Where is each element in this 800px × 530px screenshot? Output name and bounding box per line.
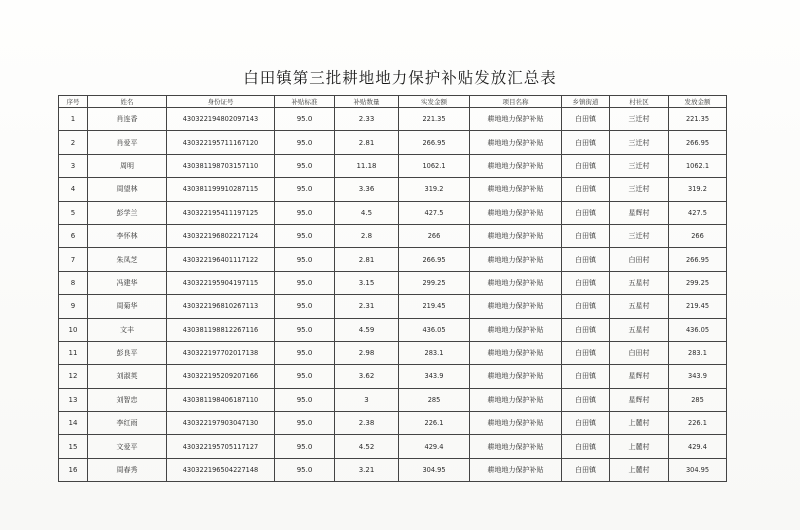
header-col-project: 项目名称 — [470, 96, 562, 108]
table-row — [59, 108, 727, 131]
cell-col-quantity: 3.36 — [335, 178, 399, 201]
cell-col-payout: 221.35 — [669, 108, 727, 131]
cell-col-id-number: 430322197903047130 — [167, 412, 275, 435]
cell-col-id-number: 430322195711167120 — [167, 131, 275, 154]
cell-col-payout: 266.95 — [669, 248, 727, 271]
cell-col-name: 肖爱平 — [88, 131, 167, 154]
cell-col-project: 耕地地力保护补贴 — [470, 224, 562, 247]
cell-col-standard: 95.0 — [275, 248, 335, 271]
header-col-id-number: 身份证号 — [167, 96, 275, 108]
cell-col-village: 五星村 — [610, 318, 669, 341]
cell-col-amount: 304.95 — [399, 458, 470, 481]
header-col-quantity: 补贴数量 — [335, 96, 399, 108]
cell-col-name: 周春秀 — [88, 458, 167, 481]
cell-col-quantity: 3.21 — [335, 458, 399, 481]
cell-col-index: 16 — [59, 458, 88, 481]
header-col-standard: 补贴标准 — [275, 96, 335, 108]
cell-col-town: 白田镇 — [562, 248, 610, 271]
cell-col-town: 白田镇 — [562, 318, 610, 341]
document-title: 白田镇第三批耕地地力保护补贴发放汇总表 — [243, 69, 557, 87]
cell-col-name: 李怀林 — [88, 224, 167, 247]
cell-col-quantity: 4.5 — [335, 201, 399, 224]
cell-col-name: 刘淑英 — [88, 365, 167, 388]
cell-col-town: 白田镇 — [562, 271, 610, 294]
cell-col-id-number: 430322195209207166 — [167, 365, 275, 388]
cell-col-standard: 95.0 — [275, 108, 335, 131]
cell-col-project: 耕地地力保护补贴 — [470, 108, 562, 131]
table-row — [59, 178, 727, 201]
cell-col-amount: 319.2 — [399, 178, 470, 201]
cell-col-project: 耕地地力保护补贴 — [470, 271, 562, 294]
cell-col-town: 白田镇 — [562, 341, 610, 364]
cell-col-town: 白田镇 — [562, 435, 610, 458]
subsidy-table — [58, 95, 727, 482]
cell-col-amount: 219.45 — [399, 295, 470, 318]
cell-col-project: 耕地地力保护补贴 — [470, 341, 562, 364]
cell-col-standard: 95.0 — [275, 412, 335, 435]
cell-col-payout: 343.9 — [669, 365, 727, 388]
cell-col-project: 耕地地力保护补贴 — [470, 435, 562, 458]
table-row — [59, 201, 727, 224]
cell-col-id-number: 430381198812267116 — [167, 318, 275, 341]
cell-col-town: 白田镇 — [562, 131, 610, 154]
cell-col-standard: 95.0 — [275, 388, 335, 411]
cell-col-quantity: 2.38 — [335, 412, 399, 435]
cell-col-name: 李红雨 — [88, 412, 167, 435]
cell-col-standard: 95.0 — [275, 201, 335, 224]
cell-col-village: 白田村 — [610, 248, 669, 271]
cell-col-name: 刘智忠 — [88, 388, 167, 411]
cell-col-village: 星辉村 — [610, 201, 669, 224]
table-row — [59, 248, 727, 271]
cell-col-standard: 95.0 — [275, 365, 335, 388]
cell-col-project: 耕地地力保护补贴 — [470, 201, 562, 224]
cell-col-payout: 266 — [669, 224, 727, 247]
cell-col-amount: 266 — [399, 224, 470, 247]
cell-col-standard: 95.0 — [275, 154, 335, 177]
cell-col-name: 彭学兰 — [88, 201, 167, 224]
table-row — [59, 435, 727, 458]
cell-col-name: 周菊华 — [88, 295, 167, 318]
cell-col-project: 耕地地力保护补贴 — [470, 178, 562, 201]
cell-col-id-number: 430322196810267113 — [167, 295, 275, 318]
cell-col-name: 文丰 — [88, 318, 167, 341]
cell-col-village: 上麓村 — [610, 458, 669, 481]
cell-col-project: 耕地地力保护补贴 — [470, 388, 562, 411]
cell-col-town: 白田镇 — [562, 224, 610, 247]
cell-col-town: 白田镇 — [562, 388, 610, 411]
cell-col-id-number: 430381199910287115 — [167, 178, 275, 201]
cell-col-name: 朱凤芝 — [88, 248, 167, 271]
cell-col-index: 9 — [59, 295, 88, 318]
cell-col-village: 星辉村 — [610, 388, 669, 411]
cell-col-village: 白田村 — [610, 341, 669, 364]
cell-col-quantity: 2.81 — [335, 131, 399, 154]
cell-col-id-number: 430322197702017138 — [167, 341, 275, 364]
cell-col-village: 星辉村 — [610, 365, 669, 388]
cell-col-id-number: 430322195705117127 — [167, 435, 275, 458]
cell-col-amount: 436.05 — [399, 318, 470, 341]
cell-col-index: 6 — [59, 224, 88, 247]
cell-col-quantity: 2.8 — [335, 224, 399, 247]
cell-col-town: 白田镇 — [562, 412, 610, 435]
cell-col-index: 2 — [59, 131, 88, 154]
cell-col-project: 耕地地力保护补贴 — [470, 154, 562, 177]
cell-col-project: 耕地地力保护补贴 — [470, 412, 562, 435]
header-col-index: 序号 — [59, 96, 88, 108]
cell-col-name: 肖连香 — [88, 108, 167, 131]
cell-col-standard: 95.0 — [275, 224, 335, 247]
header-col-village: 村社区 — [610, 96, 669, 108]
cell-col-quantity: 2.31 — [335, 295, 399, 318]
cell-col-town: 白田镇 — [562, 178, 610, 201]
cell-col-payout: 285 — [669, 388, 727, 411]
cell-col-standard: 95.0 — [275, 341, 335, 364]
cell-col-payout: 219.45 — [669, 295, 727, 318]
cell-col-standard: 95.0 — [275, 435, 335, 458]
cell-col-standard: 95.0 — [275, 458, 335, 481]
cell-col-payout: 436.05 — [669, 318, 727, 341]
cell-col-project: 耕地地力保护补贴 — [470, 131, 562, 154]
table-row — [59, 131, 727, 154]
cell-col-village: 五星村 — [610, 271, 669, 294]
cell-col-index: 10 — [59, 318, 88, 341]
cell-col-amount: 427.5 — [399, 201, 470, 224]
cell-col-standard: 95.0 — [275, 131, 335, 154]
cell-col-village: 三迁村 — [610, 178, 669, 201]
cell-col-amount: 299.25 — [399, 271, 470, 294]
cell-col-amount: 429.4 — [399, 435, 470, 458]
cell-col-payout: 429.4 — [669, 435, 727, 458]
cell-col-payout: 304.95 — [669, 458, 727, 481]
cell-col-name: 文爱平 — [88, 435, 167, 458]
cell-col-standard: 95.0 — [275, 295, 335, 318]
cell-col-id-number: 430381198406187110 — [167, 388, 275, 411]
cell-col-project: 耕地地力保护补贴 — [470, 295, 562, 318]
header-col-town: 乡镇街道 — [562, 96, 610, 108]
table-header-row — [59, 96, 727, 108]
cell-col-village: 上麓村 — [610, 435, 669, 458]
cell-col-town: 白田镇 — [562, 154, 610, 177]
header-col-name: 姓名 — [88, 96, 167, 108]
cell-col-index: 1 — [59, 108, 88, 131]
cell-col-project: 耕地地力保护补贴 — [470, 365, 562, 388]
cell-col-id-number: 430322196504227148 — [167, 458, 275, 481]
cell-col-index: 11 — [59, 341, 88, 364]
cell-col-index: 8 — [59, 271, 88, 294]
cell-col-id-number: 430381198703157110 — [167, 154, 275, 177]
cell-col-village: 三迁村 — [610, 154, 669, 177]
cell-col-payout: 427.5 — [669, 201, 727, 224]
cell-col-id-number: 430322195411197125 — [167, 201, 275, 224]
cell-col-name: 冯建华 — [88, 271, 167, 294]
table-row — [59, 271, 727, 294]
cell-col-id-number: 430322195904197115 — [167, 271, 275, 294]
cell-col-name: 周望林 — [88, 178, 167, 201]
cell-col-index: 14 — [59, 412, 88, 435]
cell-col-index: 12 — [59, 365, 88, 388]
cell-col-payout: 299.25 — [669, 271, 727, 294]
table-row — [59, 224, 727, 247]
cell-col-id-number: 430322194802097143 — [167, 108, 275, 131]
cell-col-village: 三迁村 — [610, 224, 669, 247]
cell-col-payout: 283.1 — [669, 341, 727, 364]
cell-col-quantity: 3.15 — [335, 271, 399, 294]
cell-col-quantity: 11.18 — [335, 154, 399, 177]
cell-col-town: 白田镇 — [562, 295, 610, 318]
cell-col-quantity: 2.81 — [335, 248, 399, 271]
cell-col-amount: 343.9 — [399, 365, 470, 388]
table-row — [59, 154, 727, 177]
cell-col-index: 7 — [59, 248, 88, 271]
cell-col-index: 5 — [59, 201, 88, 224]
table-row — [59, 412, 727, 435]
cell-col-village: 三迁村 — [610, 131, 669, 154]
table-row — [59, 318, 727, 341]
cell-col-quantity: 2.33 — [335, 108, 399, 131]
cell-col-project: 耕地地力保护补贴 — [470, 318, 562, 341]
cell-col-payout: 226.1 — [669, 412, 727, 435]
table-row — [59, 295, 727, 318]
header-col-amount: 实发金额 — [399, 96, 470, 108]
cell-col-amount: 266.95 — [399, 131, 470, 154]
cell-col-amount: 285 — [399, 388, 470, 411]
cell-col-project: 耕地地力保护补贴 — [470, 458, 562, 481]
table-row — [59, 341, 727, 364]
cell-col-standard: 95.0 — [275, 271, 335, 294]
cell-col-village: 五星村 — [610, 295, 669, 318]
cell-col-amount: 283.1 — [399, 341, 470, 364]
cell-col-village: 三迁村 — [610, 108, 669, 131]
cell-col-quantity: 4.52 — [335, 435, 399, 458]
cell-col-standard: 95.0 — [275, 318, 335, 341]
cell-col-index: 4 — [59, 178, 88, 201]
cell-col-payout: 319.2 — [669, 178, 727, 201]
cell-col-name: 彭良平 — [88, 341, 167, 364]
header-col-payout: 发放金额 — [669, 96, 727, 108]
cell-col-quantity: 3 — [335, 388, 399, 411]
cell-col-payout: 1062.1 — [669, 154, 727, 177]
cell-col-amount: 266.95 — [399, 248, 470, 271]
cell-col-amount: 226.1 — [399, 412, 470, 435]
cell-col-town: 白田镇 — [562, 365, 610, 388]
cell-col-amount: 221.35 — [399, 108, 470, 131]
cell-col-payout: 266.95 — [669, 131, 727, 154]
cell-col-standard: 95.0 — [275, 178, 335, 201]
cell-col-amount: 1062.1 — [399, 154, 470, 177]
cell-col-project: 耕地地力保护补贴 — [470, 248, 562, 271]
cell-col-town: 白田镇 — [562, 201, 610, 224]
cell-col-index: 15 — [59, 435, 88, 458]
table-row — [59, 388, 727, 411]
cell-col-index: 13 — [59, 388, 88, 411]
cell-col-quantity: 3.62 — [335, 365, 399, 388]
table-row — [59, 365, 727, 388]
cell-col-village: 上麓村 — [610, 412, 669, 435]
cell-col-quantity: 2.98 — [335, 341, 399, 364]
cell-col-index: 3 — [59, 154, 88, 177]
table-row — [59, 458, 727, 481]
cell-col-town: 白田镇 — [562, 458, 610, 481]
cell-col-id-number: 430322196802217124 — [167, 224, 275, 247]
cell-col-name: 周明 — [88, 154, 167, 177]
cell-col-id-number: 430322196401117122 — [167, 248, 275, 271]
cell-col-town: 白田镇 — [562, 108, 610, 131]
cell-col-quantity: 4.59 — [335, 318, 399, 341]
